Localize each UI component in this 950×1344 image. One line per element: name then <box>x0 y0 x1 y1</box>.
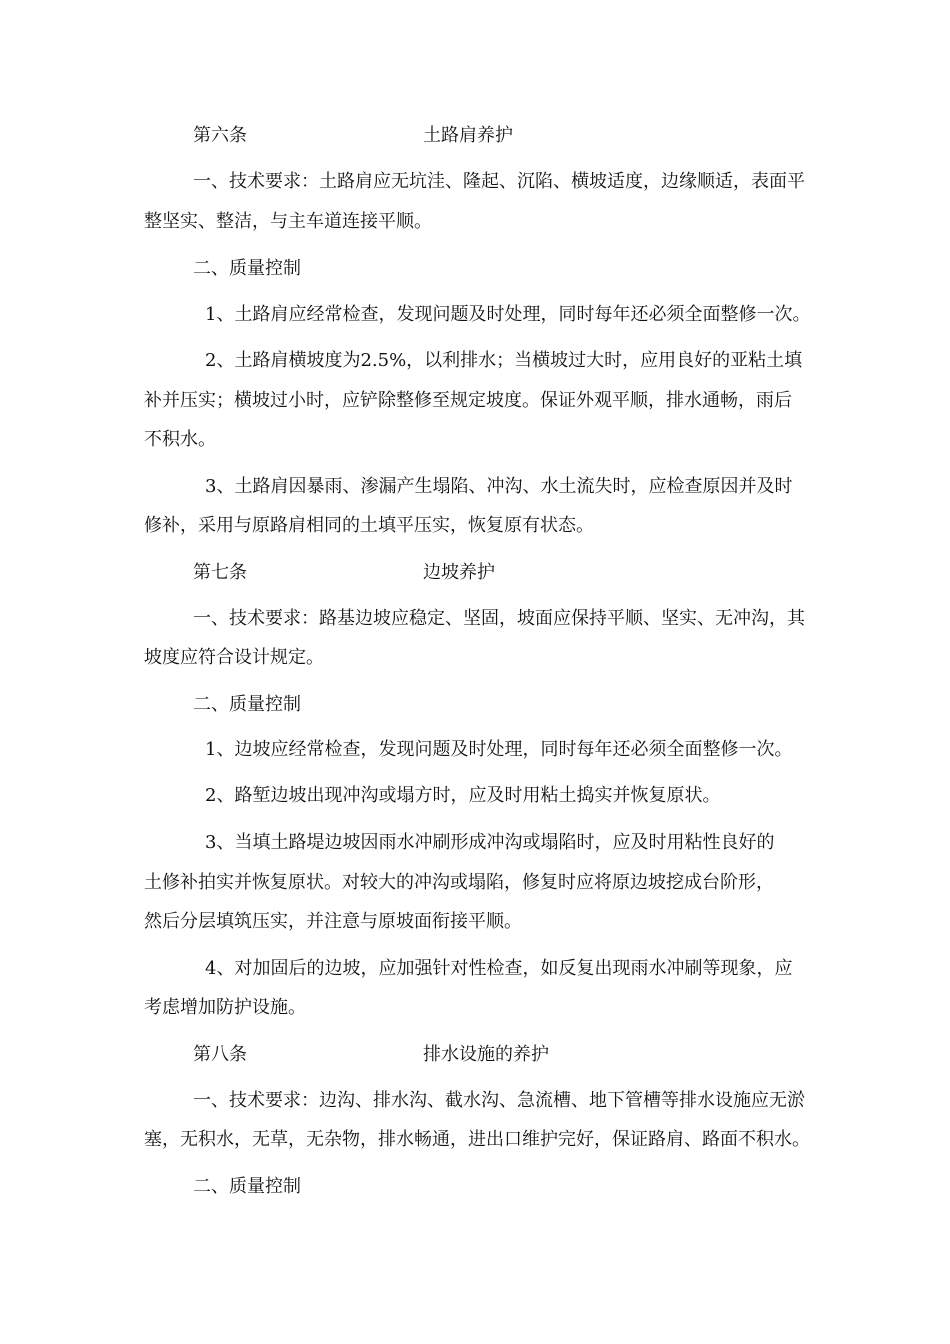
article-number: 第六条 <box>193 125 247 146</box>
article-title: 边坡养护 <box>423 562 495 583</box>
article-number: 第八条 <box>193 1044 247 1065</box>
paragraph-line: 修补，采用与原路肩相同的土填平压实，恢复原有状态。 <box>144 515 594 536</box>
section-heading: 二、质量控制 <box>193 694 301 715</box>
paragraph-line: 坡度应符合设计规定。 <box>144 647 324 668</box>
paragraph-line: 考虑增加防护设施。 <box>144 997 306 1018</box>
section-heading: 二、质量控制 <box>193 1176 301 1197</box>
article-number: 第七条 <box>193 562 247 583</box>
paragraph-line: 整坚实、整洁，与主车道连接平顺。 <box>144 211 432 232</box>
paragraph-line: 3、当填土路堤边坡因雨水冲刷形成冲沟或塌陷时，应及时用粘性良好的 <box>205 832 775 853</box>
article-title: 土路肩养护 <box>423 125 513 146</box>
paragraph-line: 一、技术要求：路基边坡应稳定、坚固，坡面应保持平顺、坚实、无冲沟，其 <box>193 608 805 629</box>
paragraph-line: 2、路堑边坡出现冲沟或塌方时，应及时用粘土捣实并恢复原状。 <box>205 785 721 806</box>
paragraph-line: 塞，无积水，无草，无杂物，排水畅通，进出口维护完好，保证路肩、路面不积水。 <box>144 1129 810 1150</box>
paragraph-line: 2、土路肩横坡度为2.5%，以利排水；当横坡过大时，应用良好的亚粘土填 <box>205 350 803 371</box>
paragraph-line: 补并压实；横坡过小时，应铲除整修至规定坡度。保证外观平顺，排水通畅，雨后 <box>144 390 792 411</box>
paragraph-line: 土修补拍实并恢复原状。对较大的冲沟或塌陷，修复时应将原边坡挖成台阶形， <box>144 872 774 893</box>
paragraph-line: 然后分层填筑压实，并注意与原坡面衔接平顺。 <box>144 911 522 932</box>
section-heading: 二、质量控制 <box>193 258 301 279</box>
paragraph-line: 一、技术要求：边沟、排水沟、截水沟、急流槽、地下管槽等排水设施应无淤 <box>193 1090 805 1111</box>
paragraph-line: 3、土路肩因暴雨、渗漏产生塌陷、冲沟、水土流失时，应检查原因并及时 <box>205 476 793 497</box>
paragraph-line: 1、土路肩应经常检查，发现问题及时处理，同时每年还必须全面整修一次。 <box>205 304 811 325</box>
paragraph-line: 4、对加固后的边坡，应加强针对性检查，如反复出现雨水冲刷等现象，应 <box>205 958 793 979</box>
paragraph-line: 1、边坡应经常检查，发现问题及时处理，同时每年还必须全面整修一次。 <box>205 739 793 760</box>
paragraph-line: 一、技术要求：土路肩应无坑洼、隆起、沉陷、横坡适度，边缘顺适，表面平 <box>193 171 805 192</box>
article-title: 排水设施的养护 <box>423 1044 549 1065</box>
paragraph-line: 不积水。 <box>144 429 216 450</box>
